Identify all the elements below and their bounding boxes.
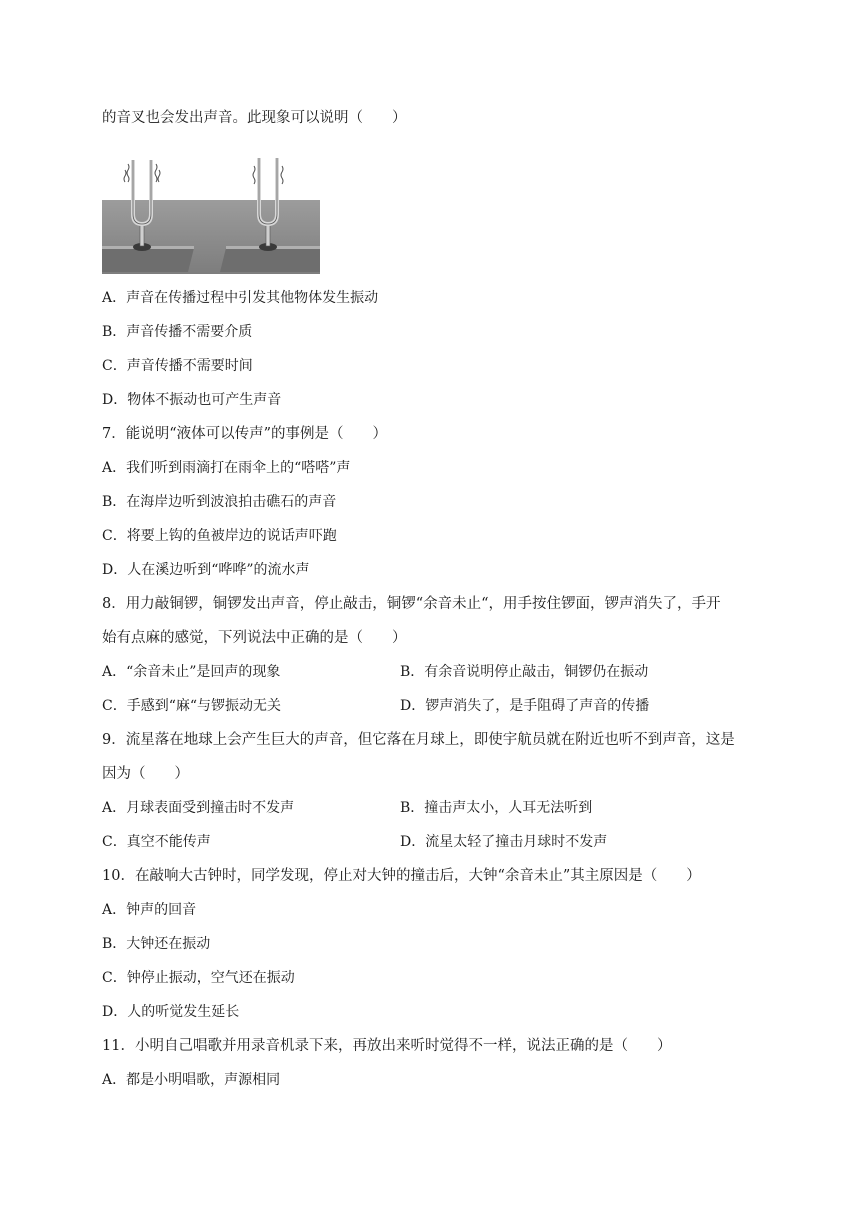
q6-option-c: C．声音传播不需要时间: [102, 358, 253, 374]
q8-stem-line2: 始有点麻的感觉，下列说法中正确的是（ ）: [102, 630, 407, 646]
q10-option-c: C．钟停止振动，空气还在振动: [102, 970, 295, 986]
q11-option-a: A．都是小明唱歌，声源相同: [102, 1072, 281, 1088]
q10-stem: 10．在敲响大古钟时，同学发现，停止对大钟的撞击后，大钟“余音未止”其主原因是（ ）: [102, 868, 701, 884]
q9-option-d: D．流星太轻了撞击月球时不发声: [400, 834, 608, 850]
q10-option-b: B．大钟还在振动: [102, 936, 211, 952]
q9-option-c: C．真空不能传声: [102, 834, 211, 850]
q7-option-d: D．人在溪边听到“哗哗”的流水声: [102, 562, 310, 578]
q7-option-b: B．在海岸边听到波浪拍击礁石的声音: [102, 494, 337, 510]
q10-option-d: D．人的听觉发生延长: [102, 1004, 240, 1020]
q6-option-d: D．物体不振动也可产生声音: [102, 392, 282, 408]
tuning-fork-figure: [102, 152, 320, 274]
q7-option-c: C．将要上钩的鱼被岸边的说话声吓跑: [102, 528, 337, 544]
q9-option-b: B．撞击声太小，人耳无法听到: [400, 800, 593, 816]
q8-option-d: D．锣声消失了，是手阻碍了声音的传播: [400, 698, 650, 714]
q9-stem-line1: 9．流星落在地球上会产生巨大的声音，但它落在月球上，即使宇航员就在附近也听不到声音，这是: [102, 732, 735, 748]
q11-stem: 11．小明自己唱歌并用录音机录下来，再放出来听时觉得不一样，说法正确的是（ ）: [102, 1038, 672, 1054]
q9-stem-line2: 因为（ ）: [102, 766, 189, 782]
q6-stem: 的音叉也会发出声音。此现象可以说明（ ）: [102, 110, 407, 126]
q6-option-a: A．声音在传播过程中引发其他物体发生振动: [102, 290, 379, 306]
q8-stem-line1: 8．用力敲铜锣，铜锣发出声音，停止敲击，铜锣“余音未止“，用手按住锣面，锣声消失了，手开: [102, 596, 721, 612]
q6-option-b: B．声音传播不需要介质: [102, 324, 253, 340]
q10-option-a: A．钟声的回音: [102, 902, 197, 918]
q7-stem: 7．能说明“液体可以传声”的事例是（ ）: [102, 426, 388, 442]
q7-option-a: A．我们听到雨滴打在雨伞上的“嗒嗒”声: [102, 460, 351, 476]
q8-option-a: A．“余音未止”是回声的现象: [102, 664, 281, 680]
q8-option-b: B．有余音说明停止敲击，铜锣仍在振动: [400, 664, 649, 680]
q8-option-c: C．手感到“麻“与锣振动无关: [102, 698, 282, 714]
q9-option-a: A．月球表面受到撞击时不发声: [102, 800, 295, 816]
tuning-forks-icon: [102, 152, 320, 274]
